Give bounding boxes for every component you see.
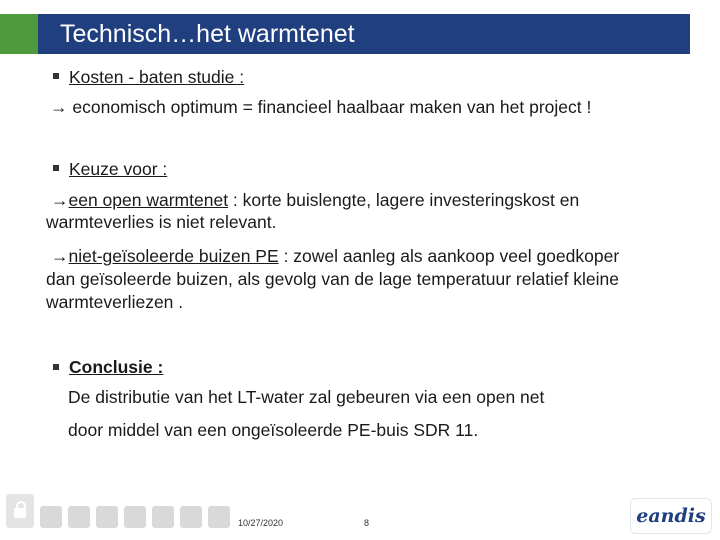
bullet-icon: [53, 364, 59, 370]
lock-icon: [6, 494, 34, 528]
partner-logo-6: [180, 506, 202, 528]
keuze-line-4: dan geïsoleerde buizen, als gevolg van de lage temperatuur relatief kleine: [46, 269, 620, 289]
keuze-line-1: →een open warmtenet : korte buislengte, lagere investeringskost en: [51, 190, 580, 210]
section-heading-conclusie: Conclusie :: [69, 357, 164, 377]
keuze-line-3: →niet-geïsoleerde buizen PE : zowel aanleg als aankoop veel goedkoper: [51, 246, 620, 266]
footer-date: 10/27/2020: [238, 518, 284, 528]
partner-logo-7: [208, 506, 230, 528]
partner-logo-3: [96, 506, 118, 528]
arrow-icon: →: [50, 97, 68, 117]
title-accent: [0, 14, 38, 54]
footer-page-number: 8: [364, 518, 370, 528]
partner-logo-1: [40, 506, 62, 528]
keuze-line-2: warmteverlies is niet relevant.: [46, 212, 277, 232]
partner-logo-4: [124, 506, 146, 528]
partner-logo-strip: [6, 494, 230, 528]
section-heading-kosten: Kosten - baten studie :: [69, 67, 245, 87]
partner-logo-5: [152, 506, 174, 528]
conclusie-line-1: De distributie van het LT-water zal gebeuren via een open net: [68, 387, 545, 407]
slide-title: Technisch…het warmtenet: [38, 14, 690, 54]
footer: [0, 494, 720, 540]
arrow-icon: →: [51, 246, 69, 266]
bullet-icon: [53, 165, 59, 171]
arrow-icon: →: [51, 190, 69, 210]
section-line-economisch: → economisch optimum = financieel haalbaar maken van het project !: [50, 97, 592, 117]
section-heading-keuze: Keuze voor :: [69, 159, 168, 179]
keuze-line-5: warmteverliezen .: [46, 292, 184, 312]
conclusie-line-2: door middel van een ongeïsoleerde PE-buis SDR 11.: [68, 420, 479, 440]
eandis-logo: eandis: [630, 498, 712, 534]
bullet-icon: [53, 73, 59, 79]
partner-logo-2: [68, 506, 90, 528]
